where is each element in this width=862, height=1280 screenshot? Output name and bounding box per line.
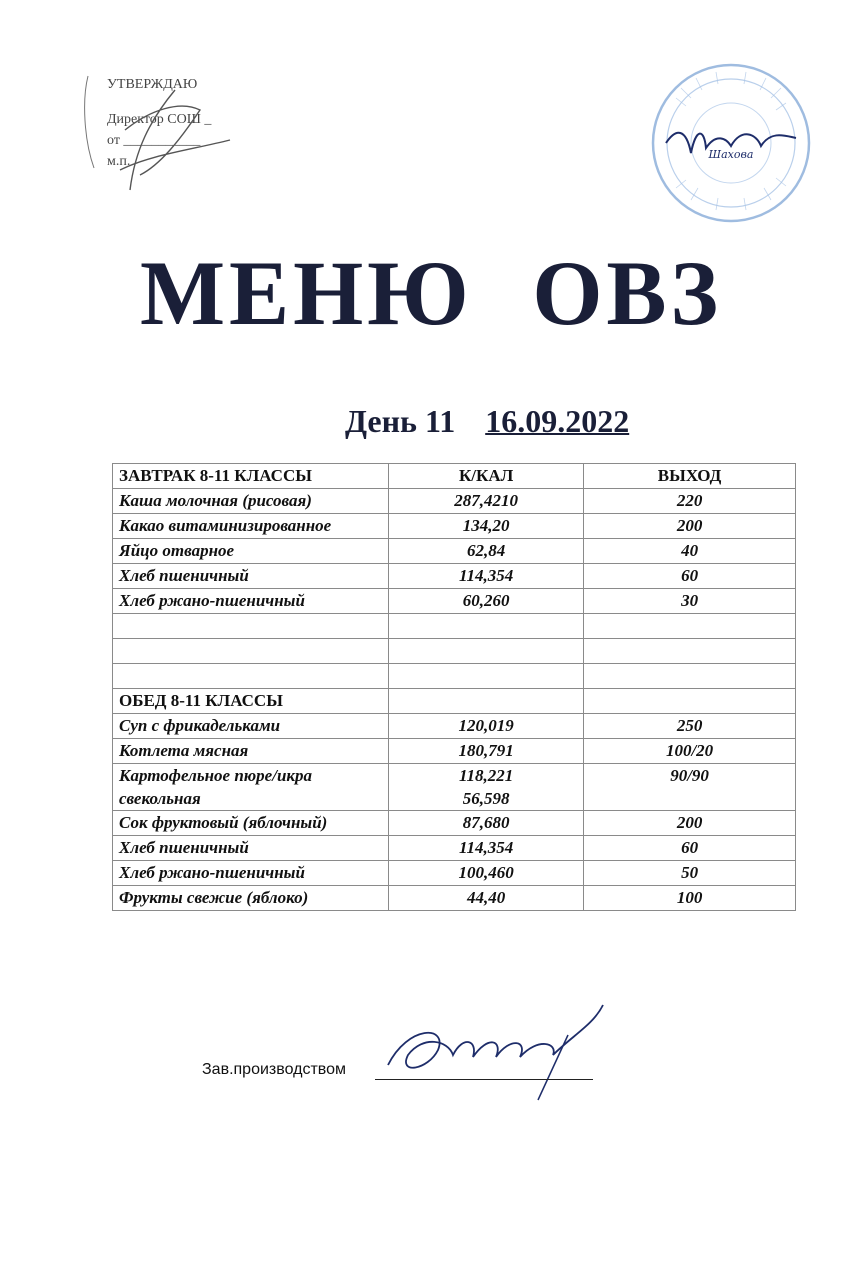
item-name-line2: свекольная xyxy=(119,789,201,808)
approval-mp: м.п. xyxy=(107,154,131,169)
item-output: 40 xyxy=(584,539,796,564)
item-kcal: 114,354 xyxy=(389,836,584,861)
item-name: Сок фруктовый (яблочный) xyxy=(113,811,389,836)
item-kcal: 60,260 xyxy=(389,589,584,614)
item-output: 30 xyxy=(584,589,796,614)
item-kcal: 287,4210 xyxy=(389,489,584,514)
item-output: 100/20 xyxy=(584,739,796,764)
item-kcal: 134,20 xyxy=(389,514,584,539)
table-row xyxy=(113,811,796,836)
item-name: Котлета мясная xyxy=(113,739,389,764)
lunch-header-row xyxy=(113,689,796,714)
official-stamp xyxy=(646,58,816,228)
item-name: Хлеб ржано-пшеничный xyxy=(113,861,389,886)
table-row xyxy=(113,489,796,514)
table-row xyxy=(113,886,796,911)
approval-title: УТВЕРЖДАЮ xyxy=(107,77,198,92)
table-row xyxy=(113,514,796,539)
table-row xyxy=(113,764,796,811)
item-kcal: 44,40 xyxy=(389,886,584,911)
item-name: Хлеб пшеничный xyxy=(113,836,389,861)
header-lunch: ОБЕД 8-11 КЛАССЫ xyxy=(113,689,389,714)
approval-date: от ___________ xyxy=(107,133,201,148)
item-name xyxy=(113,764,389,811)
item-kcal: 62,84 xyxy=(389,539,584,564)
header-breakfast: ЗАВТРАК 8-11 КЛАССЫ xyxy=(113,464,389,489)
item-name: Какао витаминизированное xyxy=(113,514,389,539)
table-header-row xyxy=(113,464,796,489)
day-line xyxy=(345,403,629,440)
item-kcal: 87,680 xyxy=(389,811,584,836)
item-output: 60 xyxy=(584,564,796,589)
table-row xyxy=(113,836,796,861)
header-output: ВЫХОД xyxy=(584,464,796,489)
item-kcal: 120,019 xyxy=(389,714,584,739)
table-row xyxy=(113,589,796,614)
item-output: 100 xyxy=(584,886,796,911)
item-name: Хлеб ржано-пшеничный xyxy=(113,589,389,614)
item-output: 60 xyxy=(584,836,796,861)
item-name: Каша молочная (рисовая) xyxy=(113,489,389,514)
table-row xyxy=(113,539,796,564)
item-kcal: 180,791 xyxy=(389,739,584,764)
table-row xyxy=(113,564,796,589)
item-output: 250 xyxy=(584,714,796,739)
production-signature xyxy=(378,995,618,1105)
director-signature xyxy=(80,70,250,200)
day-date: 16.09.2022 xyxy=(485,403,630,439)
item-output: 220 xyxy=(584,489,796,514)
item-output: 200 xyxy=(584,811,796,836)
stamp-signature-text: Шахова xyxy=(708,148,754,161)
item-name-line1: Картофельное пюре/икра xyxy=(119,766,313,785)
header-kcal: К/КАЛ xyxy=(389,464,584,489)
approval-director: Директор СОШ _ xyxy=(107,112,212,127)
item-kcal: 100,460 xyxy=(389,861,584,886)
item-name: Суп с фрикадельками xyxy=(113,714,389,739)
item-output: 200 xyxy=(584,514,796,539)
item-kcal: 114,354 xyxy=(389,564,584,589)
item-name: Хлеб пшеничный xyxy=(113,564,389,589)
table-row xyxy=(113,861,796,886)
item-kcal xyxy=(389,764,584,811)
menu-table xyxy=(112,463,796,911)
empty-row xyxy=(113,639,796,664)
table-row xyxy=(113,739,796,764)
item-kcal-line1: 118,221 xyxy=(458,766,514,785)
item-name: Фрукты свежие (яблоко) xyxy=(113,886,389,911)
page-title: МЕНЮ ОВЗ xyxy=(140,242,722,344)
empty-row xyxy=(113,614,796,639)
empty-row xyxy=(113,664,796,689)
item-name: Яйцо отварное xyxy=(113,539,389,564)
signature-line xyxy=(375,1079,593,1080)
day-label: День 11 xyxy=(345,403,456,439)
item-output: 90/90 xyxy=(584,764,796,811)
production-manager-label: Зав.производством xyxy=(202,1061,346,1078)
item-kcal-line2: 56,598 xyxy=(462,789,510,808)
table-row xyxy=(113,714,796,739)
item-output: 50 xyxy=(584,861,796,886)
